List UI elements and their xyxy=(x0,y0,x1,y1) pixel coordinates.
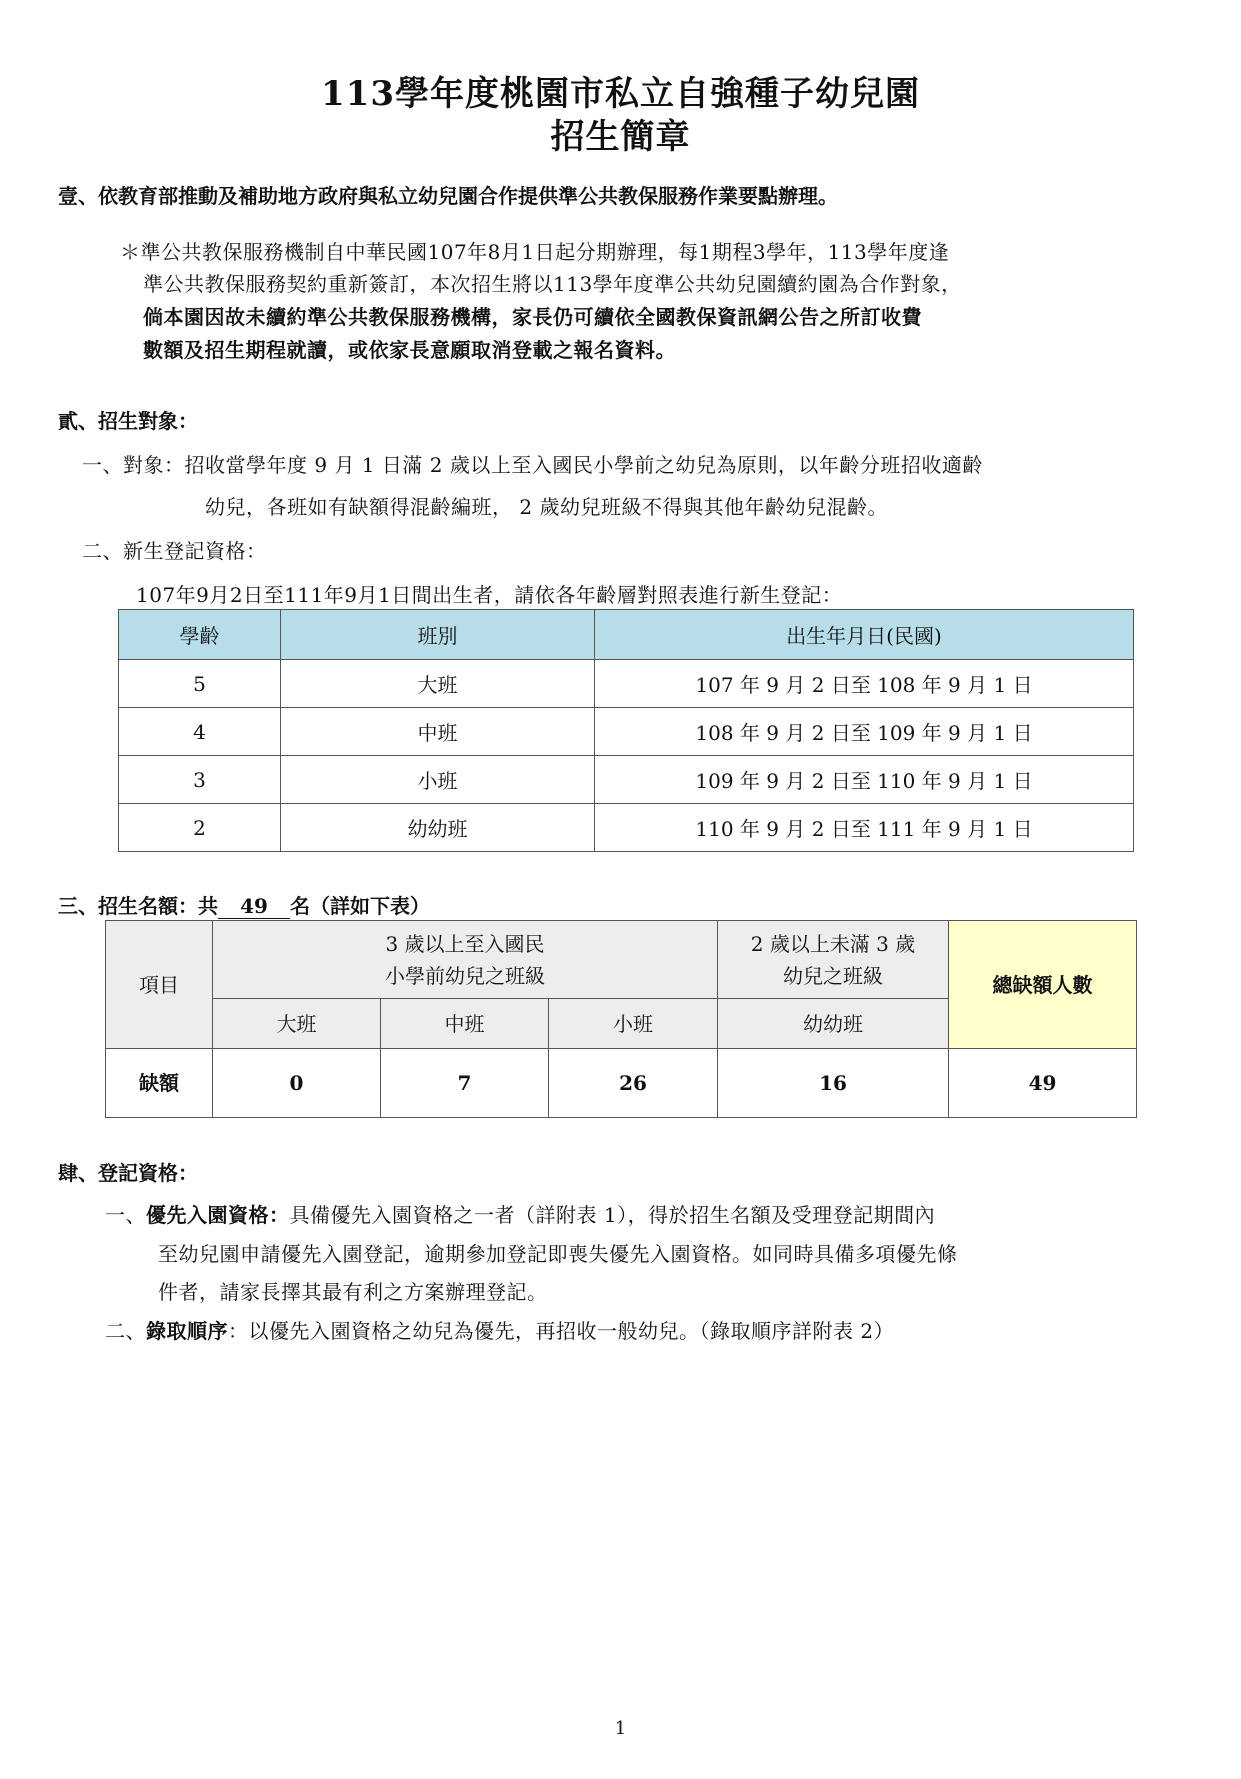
item-1-prefix: 一、 xyxy=(105,1203,146,1227)
birthdate-cell: 110 年 9 月 2 日至 111 年 9 月 1 日 xyxy=(595,804,1134,852)
vacancy-cell: 7 xyxy=(381,1049,549,1118)
table-row xyxy=(119,708,1134,756)
section-4-item-1 xyxy=(105,1199,935,1228)
table-row xyxy=(119,756,1134,804)
item-1-text: 具備優先入園資格之一者（詳附表 1），得於招生名額及受理登記期間內 xyxy=(289,1203,936,1227)
quota-header-row xyxy=(106,921,1137,999)
group-3plus-header xyxy=(213,921,718,999)
vacancy-label-cell: 缺額 xyxy=(106,1049,213,1118)
class-header-cell: 大班 xyxy=(213,999,381,1049)
section-2-item-1: 一、對象：招收當學年度 9 月 1 日滿 2 歲以上至入國民小學前之幼兒為原則，以年齡分班招收適齡 xyxy=(82,453,983,477)
section-4-item-1-cont: 至幼兒園申請優先入園登記，逾期參加登記即喪失優先入園資格。如同時具備多項優先條 xyxy=(158,1242,958,1266)
item-2-prefix: 二、 xyxy=(105,1319,146,1343)
table-header-cell: 出生年月日(民國) xyxy=(595,610,1134,660)
vacancy-cell: 26 xyxy=(549,1049,718,1118)
item-label-cell: 項目 xyxy=(106,921,213,1049)
age-cell: 4 xyxy=(119,708,281,756)
vacancy-total-cell: 49 xyxy=(949,1049,1137,1118)
section-1-heading: 壹、依教育部推動及補助地方政府與私立幼兒園合作提供準公共教保服務作業要點辦理。 xyxy=(58,184,838,208)
section-3-heading xyxy=(58,890,430,919)
section-4-item-1-cont: 件者，請家長擇其最有利之方案辦理登記。 xyxy=(158,1280,548,1304)
item-2-text: ：以優先入園資格之幼兒為優先，再招收一般幼兒。（錄取順序詳附表 2） xyxy=(228,1319,895,1343)
group-3plus-line: 小學前幼兒之班級 xyxy=(385,963,545,988)
class-header-cell: 幼幼班 xyxy=(718,999,949,1049)
section-1-note-line: ＊準公共教保服務機制自中華民國107年8月1日起分期辦理，每1期程3學年，113學年度逢 xyxy=(120,240,950,264)
group-3plus-line: 3 歲以上至入國民 xyxy=(385,931,545,956)
group-2yr-header xyxy=(718,921,949,999)
admission-order-label: 錄取順序 xyxy=(146,1319,228,1343)
birthdate-cell: 109 年 9 月 2 日至 110 年 9 月 1 日 xyxy=(595,756,1134,804)
class-header-cell: 小班 xyxy=(549,999,718,1049)
quota-total: 49 xyxy=(218,894,290,919)
document-subtitle: 招生簡章 xyxy=(550,117,691,157)
group-2yr-line: 2 歲以上未滿 3 歲 xyxy=(750,931,916,956)
table-row xyxy=(119,660,1134,708)
birthdate-cell: 107 年 9 月 2 日至 108 年 9 月 1 日 xyxy=(595,660,1134,708)
class-cell: 大班 xyxy=(281,660,595,708)
section-2-heading: 貳、招生對象： xyxy=(58,409,198,433)
table-header-row xyxy=(119,610,1134,660)
section-2-item-2: 二、新生登記資格： xyxy=(82,539,267,563)
priority-admission-label: 優先入園資格： xyxy=(146,1203,290,1227)
vacancy-cell: 0 xyxy=(213,1049,381,1118)
quota-heading-prefix: 三、招生名額：共 xyxy=(58,894,218,918)
table-header-cell: 班別 xyxy=(281,610,595,660)
birthdate-table-intro: 107年9月2日至111年9月1日間出生者，請依各年齡層對照表進行新生登記： xyxy=(136,583,843,607)
vacancy-row xyxy=(106,1049,1137,1118)
class-header-cell: 中班 xyxy=(381,999,549,1049)
section-1-note-line: 數額及招生期程就讀，或依家長意願取消登載之報名資料。 xyxy=(143,338,676,362)
age-cell: 2 xyxy=(119,804,281,852)
document-title: 113學年度桃園市私立自強種子幼兒園 xyxy=(321,74,920,114)
birthdate-table xyxy=(118,609,1134,852)
class-cell: 幼幼班 xyxy=(281,804,595,852)
birthdate-cell: 108 年 9 月 2 日至 109 年 9 月 1 日 xyxy=(595,708,1134,756)
section-4-heading: 肆、登記資格： xyxy=(58,1161,198,1185)
vacancy-cell: 16 xyxy=(718,1049,949,1118)
class-cell: 小班 xyxy=(281,756,595,804)
total-vacancy-header: 總缺額人數 xyxy=(949,921,1137,1049)
table-header-cell: 學齡 xyxy=(119,610,281,660)
group-2yr-line: 幼兒之班級 xyxy=(783,963,883,988)
age-cell: 3 xyxy=(119,756,281,804)
quota-table xyxy=(105,920,1137,1118)
quota-heading-suffix: 名（詳如下表） xyxy=(290,894,430,918)
section-1-note-line: 倘本園因故未續約準公共教保服務機構，家長仍可續依全國教保資訊網公告之所訂收費 xyxy=(143,305,922,329)
table-row xyxy=(119,804,1134,852)
section-1-note-line: 準公共教保服務契約重新簽訂，本次招生將以113學年度準公共幼兒園續約園為合作對象， xyxy=(143,272,962,296)
class-cell: 中班 xyxy=(281,708,595,756)
section-2-item-1-cont: 幼兒，各班如有缺額得混齡編班， 2 歲幼兒班級不得與其他年齡幼兒混齡。 xyxy=(205,495,888,519)
section-4-item-2 xyxy=(105,1315,894,1344)
age-cell: 5 xyxy=(119,660,281,708)
page-number: 1 xyxy=(614,1718,627,1739)
